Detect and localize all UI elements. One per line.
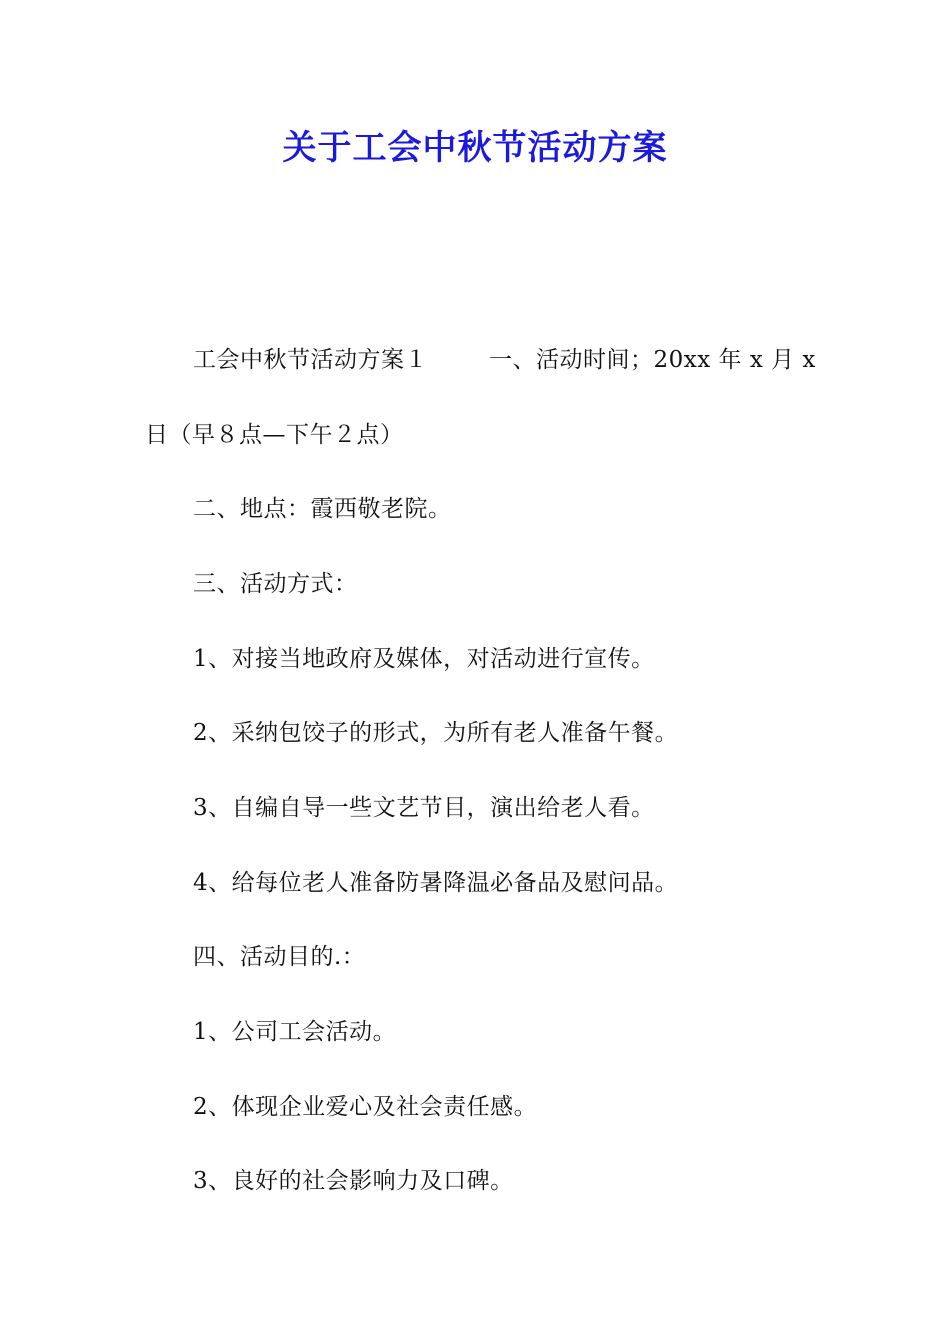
paragraph-line: 三、活动方式： [193, 571, 358, 597]
paragraph-line: 4、给每位老人准备防暑降温必备品及慰问品。 [193, 870, 679, 896]
paragraph-line: 3、良好的社会影响力及口碑。 [193, 1168, 514, 1194]
paragraph-line: 1、对接当地政府及媒体，对活动进行宣传。 [193, 646, 655, 672]
paragraph-line: 二、地点：霞西敬老院。 [193, 496, 452, 522]
paragraph-line: 2、体现企业爱心及社会责任感。 [193, 1094, 538, 1120]
document-title: 关于工会中秋节活动方案 [282, 128, 668, 168]
paragraph-line: 2、采纳包饺子的形式，为所有老人准备午餐。 [193, 720, 679, 746]
intro-line-right: 一、活动时间；20xx 年 x 月 x [489, 347, 816, 373]
paragraph-line: 1、公司工会活动。 [193, 1019, 397, 1045]
intro-continuation: 日（早８点—下午２点） [145, 422, 404, 448]
intro-line-left: 工会中秋节活动方案１ [193, 347, 428, 373]
paragraph-line: 3、自编自导一些文艺节目，演出给老人看。 [193, 795, 655, 821]
paragraph-line: 四、活动目的.： [193, 944, 366, 970]
